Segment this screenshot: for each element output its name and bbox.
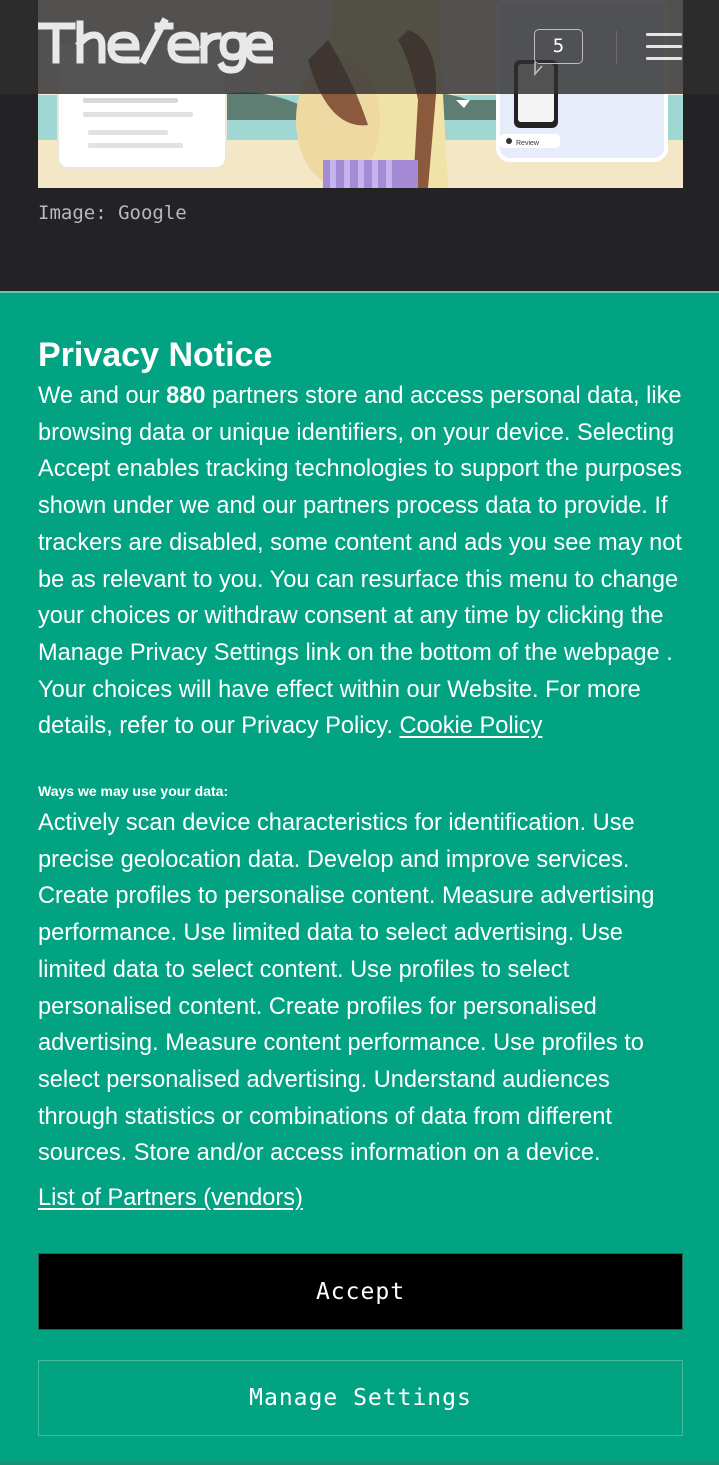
privacy-description (38, 378, 688, 745)
the-verge-logo[interactable] (38, 16, 273, 76)
partner-count: 880 (166, 383, 206, 409)
hero-badge-text: Review (516, 140, 539, 147)
intro-text-end: partners store and access personal data, like browsing data or unique identifiers, on your device. Selecting Accept enables tracking technologies to support the purposes shown under we and our partners process data to provide. If trackers are disabled, some content and ads you see may not be as relevant to you. You can resurface this menu to change your choices or withdraw consent at any time by clicking the Manage Privacy Settings link on the bottom of the webpage . Your choices will have effect within our Website. For more details, refer to our Privacy Policy. (38, 383, 682, 740)
privacy-title: Privacy Notice (38, 336, 273, 374)
accept-button[interactable]: Accept (38, 1253, 683, 1330)
hamburger-menu-icon[interactable] (646, 32, 682, 62)
cookie-policy-link[interactable]: Cookie Policy (399, 713, 543, 740)
menu-bar-middle (646, 45, 682, 48)
ways-label: Ways we may use your data: (38, 783, 229, 799)
data-purposes-list: Actively scan device characteristics for identification. Use precise geolocation data. Develop and improve services. Create profiles to personalise content. Measure advertising performance. Use limited data to select advertising. Use limited data to select content. Use profiles to select personalised content. Create profiles for personalised advertising. Measure content performance. Use profiles to select personalised advertising. Understand audiences through statistics or combinations of data from different sources. Store and/or access information on a device. (38, 810, 655, 1167)
list-of-partners-link[interactable]: List of Partners (vendors) (38, 1185, 303, 1211)
comment-bubble-tail-icon (533, 62, 543, 76)
top-navigation-bar (0, 0, 719, 94)
intro-text-start: We and our (38, 383, 167, 409)
menu-bar-bottom (646, 57, 682, 60)
comment-count-button[interactable]: 5 (534, 29, 583, 64)
image-caption: Image: Google (38, 202, 187, 224)
privacy-notice-modal (0, 291, 719, 1465)
nav-divider (616, 31, 617, 64)
menu-bar-top (646, 33, 682, 36)
manage-settings-button[interactable]: Manage Settings (38, 1360, 683, 1436)
